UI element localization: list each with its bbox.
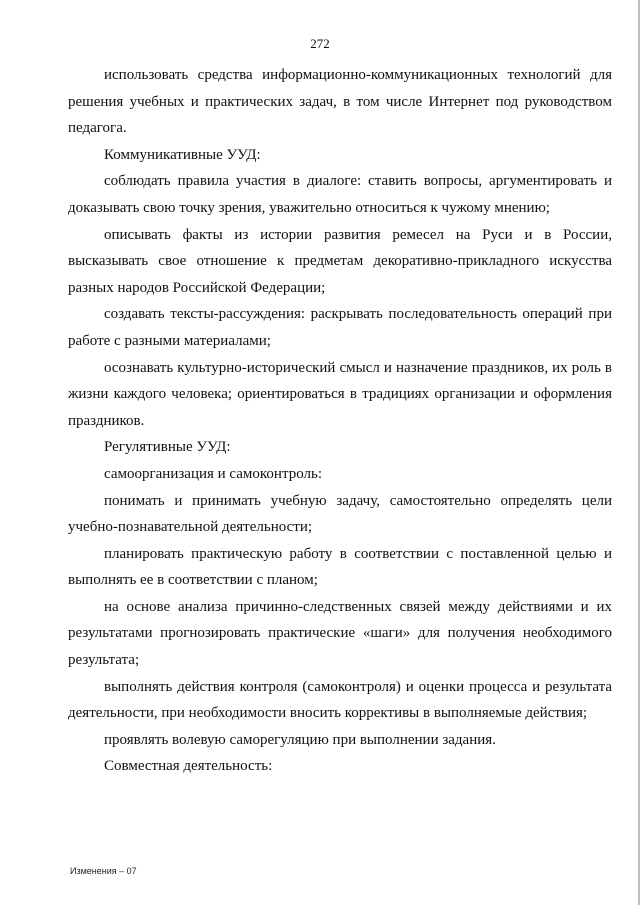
page-number: 272: [310, 36, 330, 51]
paragraph: понимать и принимать учебную задачу, самостоятельно определять цели учебно-познавательной деятельности;: [68, 492, 612, 536]
body-text: [68, 62, 612, 780]
paragraph: описывать факты из истории развития ремесел на Руси и в России, высказывать свое отношение к предметам декоративно-прикладного искусства разных народов Российской Федерации;: [68, 226, 612, 296]
paragraph: соблюдать правила участия в диалоге: ставить вопросы, аргументировать и доказывать свою точку зрения, уважительно относиться к чужому мнению;: [68, 173, 612, 216]
footer-revision-note: Изменения – 07: [70, 866, 137, 876]
paragraph: планировать практическую работу в соответствии с поставленной целью и выполнять ее в соответствии с планом;: [68, 545, 612, 589]
paragraph: использовать средства информационно-коммуникационных технологий для решения учебных и практических задач, в том числе Интернет под руководством педагога.: [68, 67, 612, 137]
paragraph: создавать тексты-рассуждения: раскрывать последовательность операций при работе с разными материалами;: [68, 306, 612, 349]
section-heading-joint-activity: Совместная деятельность:: [104, 758, 273, 775]
paragraph: проявлять волевую саморегуляцию при выполнении задания.: [104, 731, 496, 748]
paragraph: осознавать культурно-исторический смысл и назначение праздников, их роль в жизни каждого человека; ориентироваться в традициях организации и оформления праздников.: [68, 359, 612, 429]
paragraph: выполнять действия контроля (самоконтроля) и оценки процесса и результата деятельности, при необходимости вносить коррективы в выполняемые действия;: [68, 678, 612, 722]
section-heading-communicative: Коммуникативные УУД:: [104, 146, 261, 163]
paragraph: на основе анализа причинно-следственных связей между действиями и их результатами прогнозировать практические «шаги» для получения необходимого результата;: [68, 598, 612, 669]
paragraph: самоорганизация и самоконтроль:: [104, 465, 322, 482]
section-heading-regulative: Регулятивные УУД:: [104, 439, 231, 456]
